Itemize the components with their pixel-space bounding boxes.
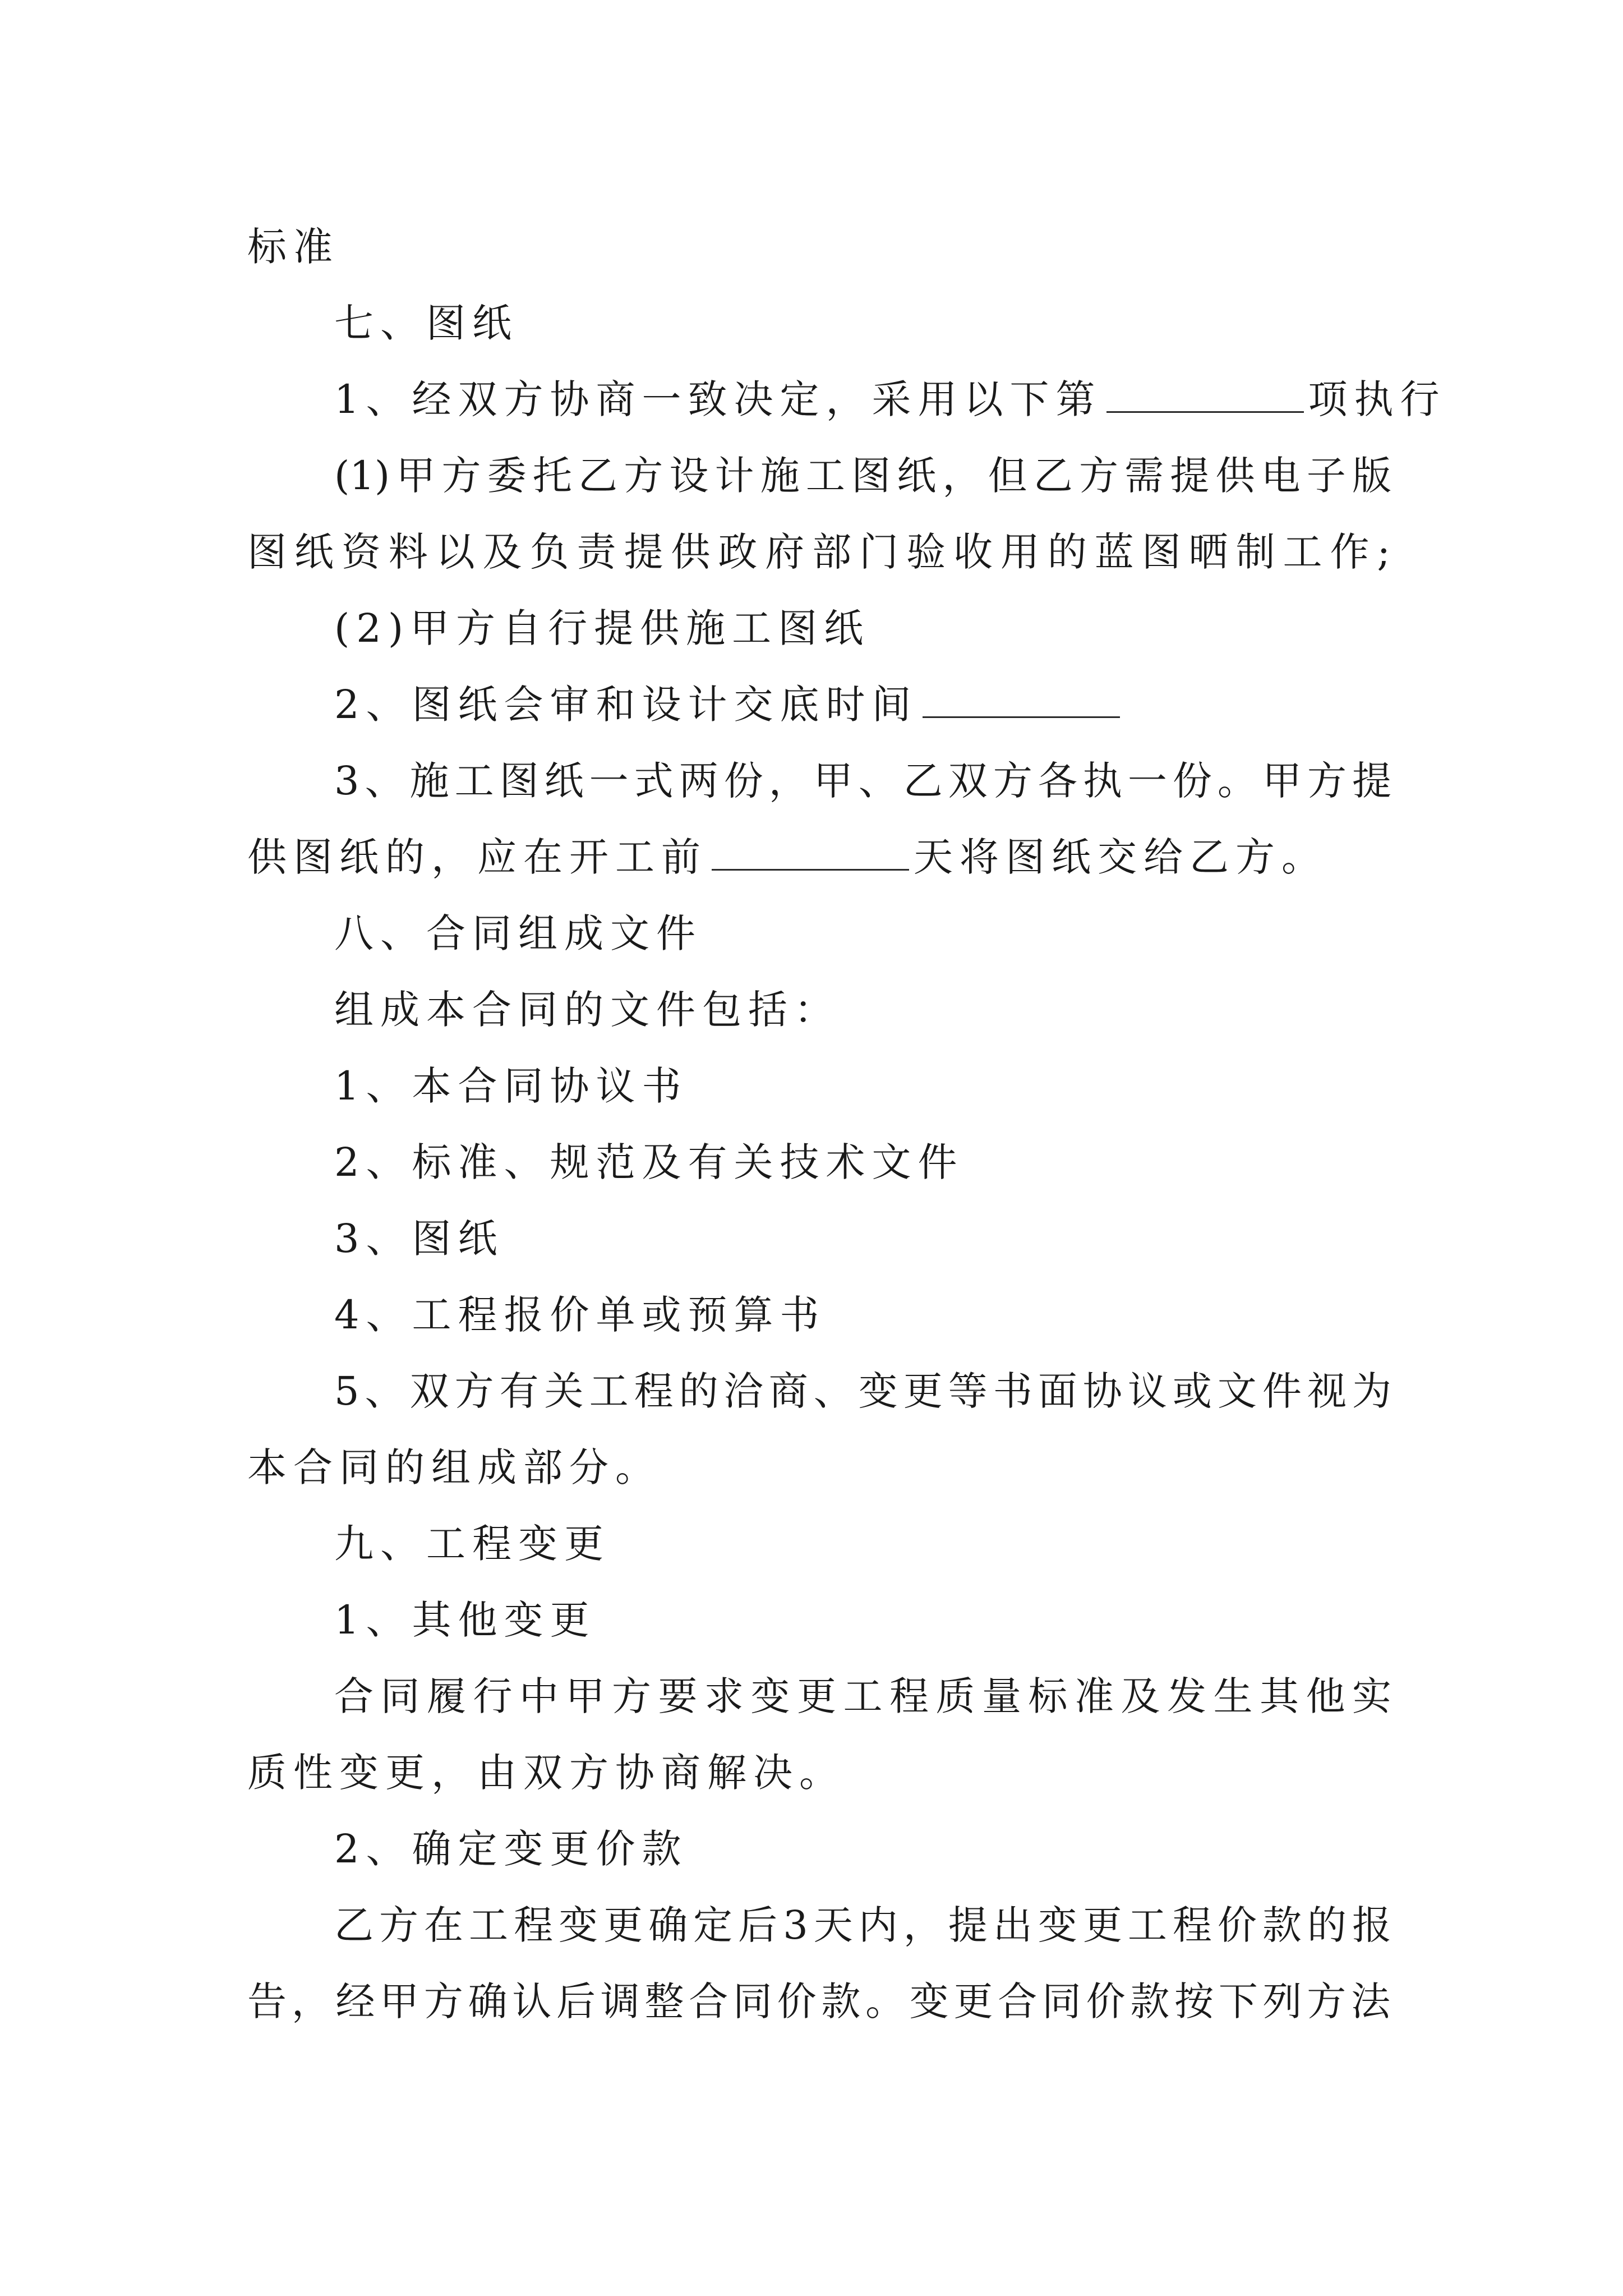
text-line: 告，经甲方确认后调整合同价款。变更合同价款按下列方法 [247,1978,1391,2024]
list-item: 3、图纸 [334,1216,504,1262]
text-line: 组成本合同的文件包括： [334,987,840,1033]
fill-in-blank [923,714,1120,718]
clause-text: 1、经双方协商一致决定，采用以下第 [334,376,1102,422]
list-item: 5、双方有关工程的洽商、变更等书面协议或文件视为 [334,1368,1391,1414]
text-line: 3、施工图纸一式两份，甲、乙双方各执一份。甲方提 [334,758,1391,804]
text-line: 乙方在工程变更确定后3天内，提出变更工程价款的报 [334,1902,1391,1948]
section-heading-contract-documents: 八、合同组成文件 [334,910,702,956]
text-line: 2、确定变更价款 [334,1826,688,1872]
text-line: 1、其他变更 [334,1597,596,1643]
fill-in-blank [712,867,909,871]
section-heading-drawings: 七、图纸 [334,300,518,346]
text-line [247,666,1391,743]
text-line: 合同履行中甲方要求变更工程质量标准及发生其他实 [334,1673,1391,1719]
fill-in-blank [1106,409,1304,413]
text-line [247,819,1391,895]
list-item: 2、标准、规范及有关技术文件 [334,1139,964,1185]
list-item: 4、工程报价单或预算书 [334,1292,826,1338]
clause-text: 天将图纸交给乙方。 [914,834,1327,880]
text-line [247,361,1446,438]
clause-text: 项执行 [1308,376,1446,422]
clause-text: 供图纸的，应在开工前 [247,834,707,880]
text-line: 图纸资料以及负责提供政府部门验收用的蓝图晒制工作; [247,529,1391,575]
text-line: (1)甲方委托乙方设计施工图纸，但乙方需提供电子版 [334,453,1391,499]
text-line: 质性变更，由双方协商解决。 [247,1750,845,1796]
clause-text: 2、图纸会审和设计交底时间 [334,682,918,728]
section-heading-changes: 九、工程变更 [334,1521,610,1567]
text-line: 标准 [247,224,339,270]
contract-text [247,209,1446,2040]
list-item: 1、本合同协议书 [334,1063,688,1109]
text-line: (2)甲方自行提供施工图纸 [334,605,870,651]
text-line: 本合同的组成部分。 [247,1444,661,1490]
